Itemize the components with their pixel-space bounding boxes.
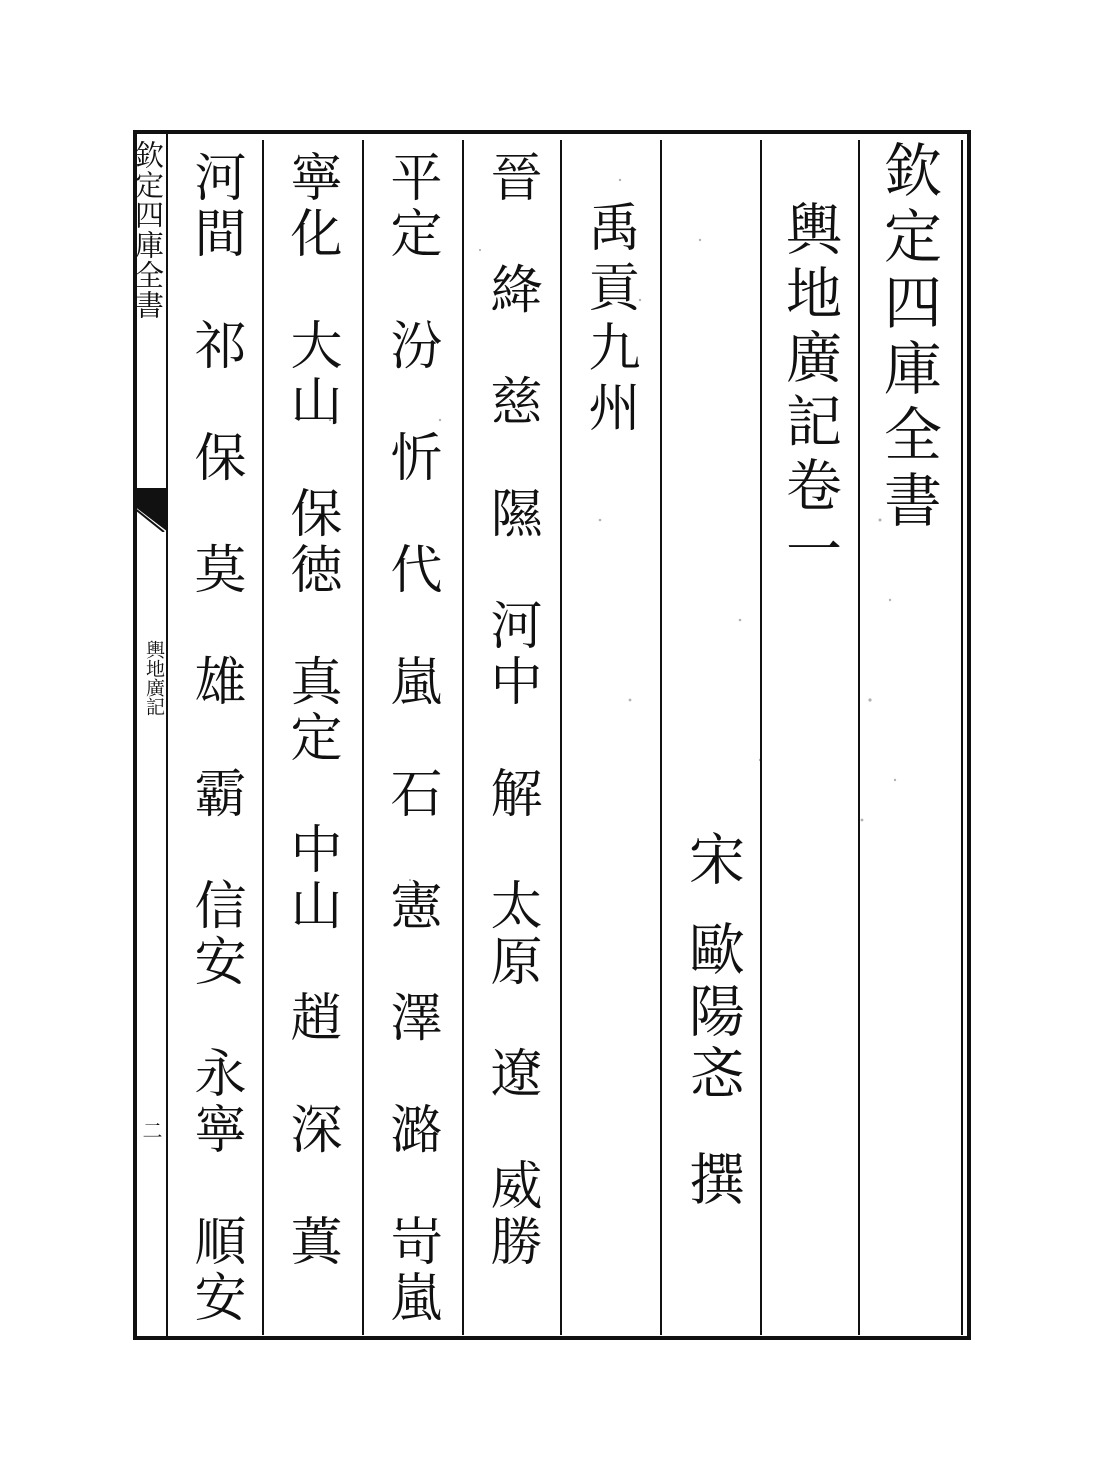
column-rule — [858, 140, 860, 1335]
column-rule — [262, 140, 264, 1335]
column-rule — [462, 140, 464, 1335]
author-name: 歐陽忞 — [680, 920, 745, 1106]
entry-column: 河間 祁 保 莫 雄 霸 信安 永寧 順安 — [185, 150, 245, 1326]
book-title: 輿地廣記卷一 — [777, 200, 842, 584]
entry-column: 寧化 大山 保徳 真定 中山 趙 深 蒖 — [281, 150, 341, 1270]
collection-title: 欽定四庫全書 — [874, 140, 942, 536]
dynasty: 宋 — [680, 830, 745, 886]
column-rule — [760, 140, 762, 1335]
fishtail-mark-icon — [134, 488, 168, 532]
author-line — [664, 150, 756, 1330]
column-rule — [660, 140, 662, 1335]
entry-column: 晉 絳 慈 隰 河中 解 太原 遼 威勝 — [481, 150, 541, 1270]
author-role: 撰 — [680, 1150, 745, 1206]
section-heading: 禹貢九州 — [579, 200, 639, 440]
margin-page-number: 二 — [139, 1120, 163, 1140]
margin-subtitle: 輿地廣記 — [143, 640, 165, 716]
entry-column: 平定 汾 忻 代 嵐 石 憲 澤 潞 岢嵐 — [381, 150, 441, 1326]
column-rule — [560, 140, 562, 1335]
margin-title: 欽定四庫全書 — [131, 140, 165, 320]
column-rule — [362, 140, 364, 1335]
